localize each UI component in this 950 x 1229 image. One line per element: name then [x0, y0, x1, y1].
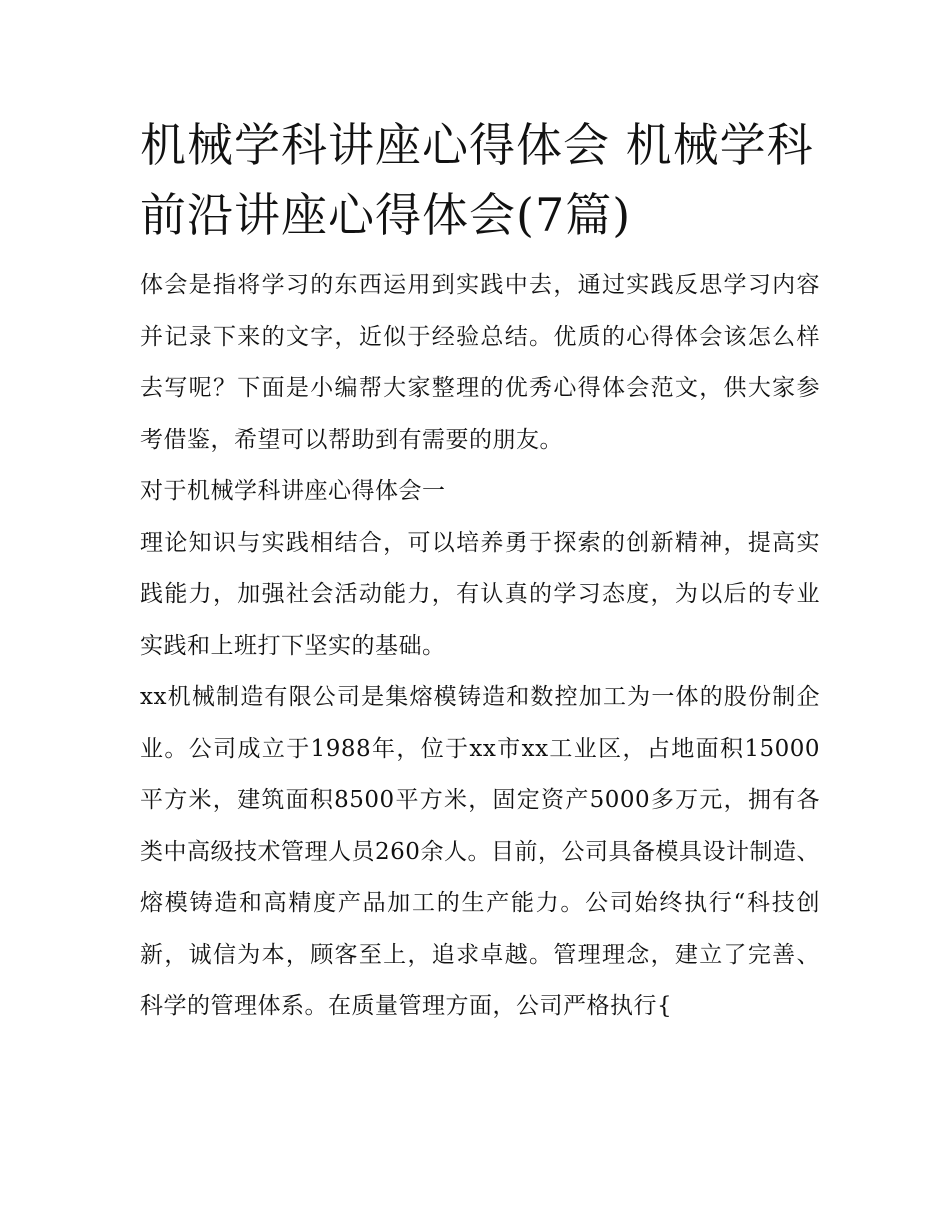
body-paragraph: xx机械制造有限公司是集熔模铸造和数控加工为一体的股份制企业。公司成立于1988年，位于xx市xx工业区，占地面积15000平方米，建筑面积8500平方米，固定资产5000多万元，拥有各类中高级技术管理人员260余人。目前，公司具备模具设计制造、熔模铸造和高精度产品加工的生产能力。公司始终执行“科技创新，诚信为本，顾客至上，追求卓越。管理理念，建立了完善、科学的管理体系。在质量管理方面，公司严格执行{	[140, 684, 820, 1019]
document-title: 机械学科讲座心得体会 机械学科前沿讲座心得体会(7篇)	[140, 118, 814, 242]
intro-paragraph: 体会是指将学习的东西运用到实践中去，通过实践反思学习内容并记录下来的文字，近似于经验总结。优质的心得体会该怎么样去写呢？下面是小编帮大家整理的优秀心得体会范文，供大家参考借鉴，希望可以帮助到有需要的朋友。	[140, 272, 820, 453]
document-body	[140, 110, 820, 1033]
body-paragraph: 理论知识与实践相结合，可以培养勇于探索的创新精神，提高实践能力，加强社会活动能力，有认真的学习态度，为以后的专业实践和上班打下坚实的基础。	[140, 529, 820, 659]
section-heading: 对于机械学科讲座心得体会一	[140, 478, 446, 504]
